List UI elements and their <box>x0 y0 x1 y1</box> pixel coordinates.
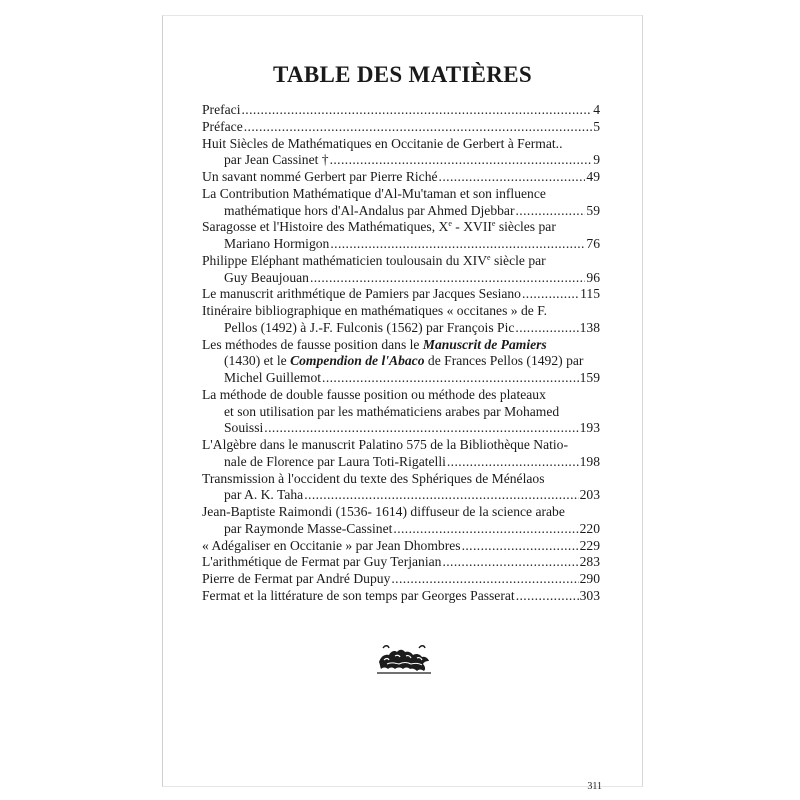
dot-leader <box>391 571 578 588</box>
dot-leader <box>516 588 579 605</box>
dot-leader <box>516 203 586 220</box>
dot-leader <box>264 420 578 437</box>
toc-entry-adegaliser: « Adégaliser en Occitanie » par Jean Dhombres ..... 229 <box>202 538 600 555</box>
dot-leader <box>322 370 579 387</box>
page-number: 229 <box>579 537 600 553</box>
page-number: 9 <box>593 152 600 168</box>
toc-entry-prefaci: Prefaci ..... 4 <box>202 102 600 119</box>
page-number: 220 <box>579 520 600 536</box>
toc-entry-al-mutaman: La Contribution Mathématique d'Al-Mu'taman et son influence mathématique hors d'Al-Andalus par Ahmed Djebbar ..... 59 <box>202 186 600 220</box>
dot-leader <box>442 554 578 571</box>
page-number: 5 <box>593 118 600 134</box>
page-number: 283 <box>579 554 600 570</box>
toc-entry-fermat-litterature: Fermat et la littérature de son temps par Georges Passerat ..... 303 <box>202 588 600 605</box>
page-number: 203 <box>579 487 600 503</box>
page-number: 96 <box>586 269 600 285</box>
dot-leader <box>310 270 585 287</box>
dot-leader <box>393 521 578 538</box>
toc-entry-gerbert: Un savant nommé Gerbert par Pierre Riché ..... 49 <box>202 169 600 186</box>
dot-leader <box>242 102 593 119</box>
toc-entry-pierre-de-fermat: Pierre de Fermat par André Dupuy ..... 290 <box>202 571 600 588</box>
toc-entry-algebre-palatino: L'Algèbre dans le manuscrit Palatino 575 de la Bibliothèque Natio- nale de Florence par Laura Toti-Rigatelli ..... 198 <box>202 437 600 471</box>
page-number: 193 <box>579 420 600 436</box>
folio-page-number: 311 <box>587 781 602 792</box>
toc-entry-menelaos: Transmission à l'occident du texte des Sphériques de Ménélaos par A. K. Taha ..... 203 <box>202 471 600 505</box>
toc-entry-double-fausse-position: La méthode de double fausse position ou méthode des plateaux et son utilisation par les mathématiciens arabes par Mohamed Souissi ..... 193 <box>202 387 600 437</box>
page-number: 198 <box>579 453 600 469</box>
page-number: 49 <box>586 169 600 184</box>
dot-leader <box>447 454 579 471</box>
page-number: 76 <box>586 236 600 251</box>
toc-entry-raimondi: Jean-Baptiste Raimondi (1536- 1614) diffuseur de la science arabe par Raymonde Masse-Cassinet ..... 220 <box>202 504 600 538</box>
dot-leader <box>439 169 586 186</box>
toc-entry-saragosse: Saragosse et l'Histoire des Mathématiques, Xe - XVIIe siècles par Mariano Hormigon ..... 76 <box>202 219 600 253</box>
dot-leader <box>330 236 585 253</box>
page-number: 303 <box>579 587 600 603</box>
toc-entry-elephant: Philippe Eléphant mathématicien toulousain du XIVe siècle par Guy Beaujouan ..... 96 <box>202 253 600 287</box>
page-number: 290 <box>579 571 600 586</box>
page-number: 4 <box>593 102 600 117</box>
dot-leader <box>515 320 578 337</box>
toc-entry-pamiers: Le manuscrit arithmétique de Pamiers par Jacques Sesiano ..... 115 <box>202 286 600 303</box>
heraldic-lion-icon <box>375 642 433 676</box>
toc-entry-itineraire: Itinéraire bibliographique en mathématiques « occitanes » de F. Pellos (1492) à J.-F. Fulconis (1562) par François Pic ..... 138 <box>202 303 600 337</box>
toc-entry-preface: Préface ..... 5 <box>202 119 600 136</box>
toc-entry-huit-siecles: Huit Siècles de Mathématiques en Occitanie de Gerbert à Fermat.. par Jean Cassinet † ..... 9 <box>202 136 600 170</box>
page-number: 59 <box>586 202 600 218</box>
table-of-contents <box>202 102 600 605</box>
dot-leader <box>330 152 593 169</box>
toc-entry-fausse-position: Les méthodes de fausse position dans le Manuscrit de Pamiers (1430) et le Compendion de l'Abaco de Frances Pellos (1492) par Michel Guillemot ..... 159 <box>202 337 600 387</box>
toc-entry-arithmetique-fermat: L'arithmétique de Fermat par Guy Terjanian ..... 283 <box>202 554 600 571</box>
page-number: 115 <box>580 286 600 302</box>
page-number: 138 <box>579 319 600 335</box>
dot-leader <box>304 487 578 504</box>
page-title: TABLE DES MATIÈRES <box>273 62 532 87</box>
dot-leader <box>244 119 592 136</box>
book-page <box>162 15 643 792</box>
page-number: 159 <box>579 370 600 385</box>
dot-leader <box>462 538 579 555</box>
dot-leader <box>522 286 579 303</box>
